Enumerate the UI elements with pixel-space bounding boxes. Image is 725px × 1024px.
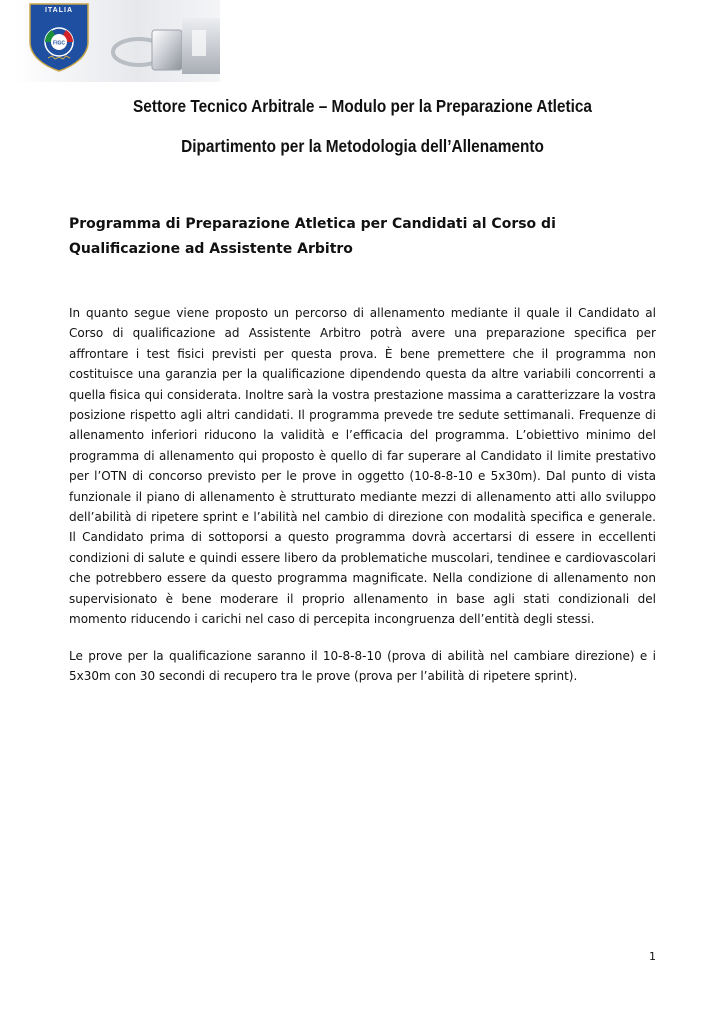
logo-text: ITALIA <box>44 7 74 14</box>
body-paragraph: Le prove per la qualificazione saranno il 10-8-8-10 (prova di abilità nel cambiare direzione) e i 5x30m con 30 secondi di recupero tra le prove (prova per l’abilità di ripetere sprint). <box>69 649 656 684</box>
section-heading: Programma di Preparazione Atletica per Candidati al Corso di Qualificazione ad Assistente Arbitro <box>69 216 556 257</box>
figc-logo <box>28 2 90 72</box>
body-paragraph: In quanto segue viene proposto un percorso di allenamento mediante il quale il Candidato al Corso di qualificazione ad Assistente Arbitro potrà avere una preparazione specifica per affrontare i test fisici previsti per questa prova. È bene premettere che il programma non costituisce una garanzia per la qualificazione dipendendo questa da altre variabili concorrenti a quella fisica qui considerata. Inoltre sarà la vostra prestazione massima a caratterizzare la vostra posizione rispetto agli altri candidati. Il programma prevede tre sedute settimanali. Frequenze di allenamento inferiori riducono la validità e l’efficacia del programma. L’obiettivo minimo del programma di allenamento qui proposto è quello di far superare al Candidato il limite prestativo per l’OTN di concorso previsto per le prove in oggetto (10-8-8-10 e 5x30m). Dal punto di vista funzionale il piano di allenamento è strutturato mediante mezzi di allenamento atti allo sviluppo dell’abilità di ripetere sprint e l’abilità nel cambio di direzione con modalità specifica e generale. Il Candidato prima di sottoporsi a questo programma dovrà accertarsi di essere in eccellenti condizioni di salute e quindi essere libero da problematiche muscolari, tendinee e cardiovascolari che potrebbero essere da questo programma magnificate. Nella condizione di allenamento non supervisionato è bene moderare il proprio allenamento in base agli stati condizionali del momento riducendo i carichi nel caso di percepita incongruenza dell’entità degli stessi. <box>69 306 656 627</box>
header-banner <box>14 0 220 82</box>
document-title: Settore Tecnico Arbitrale – Modulo per la Preparazione Atletica <box>132 96 592 116</box>
document-subtitle: Dipartimento per la Metodologia dell’Allenamento <box>181 136 544 156</box>
page-number: 1 <box>649 950 656 963</box>
logo-badge-text: FIGC <box>53 40 65 47</box>
